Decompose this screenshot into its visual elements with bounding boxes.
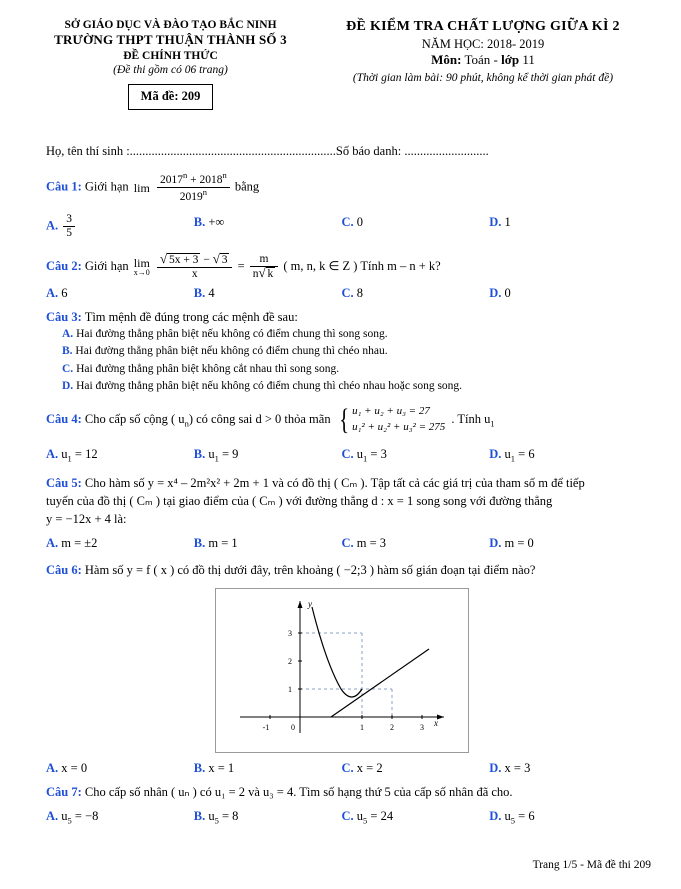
sqrt-1-radicand: 5x + 3 (168, 253, 199, 266)
system-eq-1: u₁ + u₂ + u₃ = 27 (352, 405, 430, 418)
sqrt-1 (160, 253, 201, 267)
subject-name: Toán - (464, 52, 498, 68)
option-4-c-key: C. (341, 447, 354, 462)
page-footer: Trang 1/5 - Mã đề thi 209 (532, 859, 651, 871)
question-2-condition: ( m, n, k ∈ Z ) (283, 258, 358, 273)
option-1-c[interactable] (342, 213, 490, 240)
question-6 (46, 561, 637, 776)
option-1-c-key: C. (341, 215, 354, 230)
question-2-rhs-fraction (250, 253, 279, 281)
question-4-part4-sub: 1 (490, 418, 495, 429)
x-tick-label-1: 1 (359, 722, 364, 732)
question-1 (46, 171, 637, 241)
option-4-a-key: A. (46, 447, 59, 462)
y-axis-arrow (297, 601, 302, 608)
system-eq-2: u₁² + u₂² + u₃² = 275 (352, 421, 446, 434)
option-2-a-key: A. (46, 285, 59, 300)
question-1-stem-suffix: bằng (234, 179, 260, 194)
option-2-c[interactable] (342, 284, 490, 302)
x-tick-label-0: 0 (290, 722, 295, 732)
option-5-d-text: m = 0 (504, 536, 534, 551)
question-4-stem (46, 404, 637, 436)
option-4-b[interactable] (194, 445, 342, 465)
limit-operator: lim (133, 180, 150, 195)
option-7-a-val: = −8 (74, 808, 99, 823)
option-1-a-fraction (63, 213, 75, 240)
question-2-tail: Tính m – n + k? (360, 258, 441, 273)
question-2-stem-prefix: Giới hạn (84, 258, 129, 273)
question-2-stem: Câu 2: Giới hạn lim x→0 √ $\frac{5x + 3 - √ 3}{x}$ = $\frac{m}{n √ k}$ ( m, n, k ∈ Z ) Tính m – n + k? (46, 253, 637, 281)
question-6-label: Câu 6: (46, 563, 82, 578)
question-7-stem-text: Cho cấp số nhân ( uₙ ) có u₁ = 2 và u₃ = 4. Tìm số hạng thứ 5 của cấp số nhân đã cho. (84, 784, 513, 799)
option-6-a-key: A. (46, 760, 59, 775)
option-7-b[interactable] (194, 807, 342, 827)
option-3-c-text: Hai đường thẳng phân biệt không cắt nhau thì song song. (76, 362, 340, 375)
question-2-denominator: x (191, 267, 198, 280)
document-header (0, 0, 681, 110)
option-7-a-var: u (61, 808, 68, 823)
rhs-num: m (250, 253, 279, 267)
option-2-c-key: C. (341, 285, 354, 300)
option-7-d-sub: 5 (510, 815, 516, 826)
option-7-b-val: = 8 (221, 808, 239, 823)
question-1-label: Câu 1: (46, 179, 82, 194)
option-2-d-key: D. (489, 285, 502, 300)
option-6-a[interactable] (46, 759, 194, 777)
question-5-stem (46, 474, 637, 492)
department-name: SỞ GIÁO DỤC VÀ ĐÀO TẠO BẮC NINH (64, 19, 277, 31)
option-1-d-key: D. (489, 215, 502, 230)
grade-label: lớp (501, 52, 520, 68)
option-7-a-key: A. (46, 808, 59, 823)
option-4-a-sub: 1 (67, 453, 72, 464)
question-4-label: Câu 4: (46, 412, 82, 427)
option-4-c-var: u (356, 447, 364, 462)
question-3 (46, 308, 637, 395)
option-6-b[interactable] (194, 759, 342, 777)
question-5-line-1: Cho hàm số y = x⁴ – 2m²x² + 2m + 1 và có đồ thị ( Cₘ ). Tập tất cả các giá trị của tham số m để tiếp (84, 475, 585, 490)
frac-num-a: 2017 (159, 173, 183, 186)
y-axis-label: y (307, 598, 312, 609)
question-4-part1: Cho cấp số cộng (84, 412, 168, 427)
option-1-b-text: +∞ (208, 215, 225, 230)
option-1-a[interactable] (46, 213, 194, 240)
question-5-line-2: tuyến của đồ thị ( Cₘ ) tại giao điểm của ( Cₘ ) với đường thẳng d : x = 1 song song với đường thẳng (46, 494, 553, 509)
option-1-d-text: 1 (504, 215, 511, 230)
question-1-stem-prefix: Giới hạn (84, 179, 129, 194)
duration-note: (Thời gian làm bài: 90 phút, không kể thời gian phát đề) (352, 72, 614, 85)
option-1-a-den: 5 (66, 227, 73, 240)
option-5-a-key: A. (46, 536, 59, 551)
option-7-a-sub: 5 (67, 815, 72, 826)
option-7-c-sub: 5 (363, 815, 368, 826)
option-2-a-text: 6 (61, 285, 68, 300)
question-7-stem (46, 783, 637, 801)
option-1-a-key: A. (46, 218, 59, 233)
option-4-c[interactable] (342, 445, 490, 465)
subject-prefix: Môn: (431, 52, 462, 68)
question-4-part4-text: . Tính u (451, 412, 491, 427)
line-branch (331, 649, 429, 717)
option-4-d-sub: 1 (510, 453, 516, 464)
option-5-d-key: D. (489, 536, 502, 551)
question-7-label: Câu 7: (46, 784, 82, 799)
option-6-d-text: x = 3 (504, 760, 531, 775)
x-tick-label-neg1: -1 (262, 722, 269, 732)
option-1-b[interactable] (194, 213, 342, 240)
question-7-options (46, 807, 637, 827)
system-brace: { (338, 403, 349, 437)
option-5-c-text: m = 3 (356, 536, 387, 551)
option-4-d[interactable] (489, 445, 637, 465)
option-4-d-key: D. (489, 447, 502, 462)
sqrt-3-radicand: k (267, 267, 274, 280)
option-3-d[interactable] (62, 378, 637, 395)
question-4-part4 (451, 412, 495, 429)
official-label: ĐỀ CHÍNH THỨC (123, 49, 218, 62)
option-6-c-text: x = 2 (356, 760, 383, 775)
page-count-note: (Đề thi gồm có 06 trang) (113, 64, 228, 76)
option-4-a-var: u (61, 447, 68, 462)
option-3-b-key: B. (62, 345, 73, 358)
frac-num-b: 2018 (199, 173, 223, 186)
option-1-b-key: B. (193, 215, 206, 230)
exam-title-block (313, 18, 653, 110)
limit-subscript-2: x→0 (133, 267, 150, 277)
option-6-c-key: C. (341, 760, 354, 775)
question-2-label: Câu 2: (46, 258, 82, 273)
question-4-part3: thỏa mãn (284, 412, 331, 427)
option-3-c-key: C. (62, 362, 74, 375)
frac-num-b-exp: n (222, 170, 227, 180)
option-7-d[interactable] (489, 807, 637, 827)
question-3-options (46, 326, 637, 395)
option-5-b-text: m = 1 (208, 536, 238, 551)
subject-line (313, 52, 653, 69)
option-5-a-text: m = ±2 (61, 536, 98, 551)
option-6-c[interactable] (342, 759, 490, 777)
option-3-b-text: Hai đường thẳng phân biệt nếu không có điểm chung thì chéo nhau. (75, 345, 388, 358)
option-6-b-text: x = 1 (208, 760, 235, 775)
question-4 (46, 404, 637, 465)
y-tick-label-1: 1 (287, 684, 292, 694)
option-2-a[interactable] (46, 284, 194, 302)
question-7 (46, 783, 637, 827)
option-3-d-key: D. (62, 379, 74, 392)
option-5-c[interactable] (342, 534, 490, 552)
option-1-c-text: 0 (356, 215, 364, 230)
option-2-c-text: 8 (356, 285, 364, 300)
option-5-a[interactable] (46, 534, 194, 552)
question-3-stem-text: Tìm mệnh đề đúng trong các mệnh đề sau: (84, 310, 298, 325)
option-7-d-val: = 6 (518, 808, 535, 823)
y-tick-label-2: 2 (287, 656, 292, 666)
option-4-b-key: B. (193, 447, 206, 462)
option-4-b-sub: 1 (214, 453, 219, 464)
option-5-b-key: B. (193, 536, 206, 551)
rhs-den (250, 267, 279, 281)
option-4-d-val: = 6 (518, 447, 535, 462)
seq-open: ( u (171, 412, 185, 427)
question-4-part2: có công sai (196, 412, 253, 427)
system-equations (352, 404, 445, 436)
question-2-fraction: √ $\frac{5x + 3 - √ 3}{x}$ (157, 253, 233, 281)
option-6-a-text: x = 0 (61, 760, 88, 775)
question-5-options (46, 534, 637, 552)
option-2-b-text: 4 (208, 285, 215, 300)
option-4-b-var: u (208, 447, 215, 462)
option-7-b-sub: 5 (214, 815, 219, 826)
x-axis-label: x (433, 717, 438, 728)
frac-den-exp: n (202, 187, 207, 198)
question-6-graph-wrap (46, 588, 637, 753)
option-7-b-key: B. (193, 808, 206, 823)
exam-code-box: Mã đề: 209 (128, 84, 214, 110)
option-1-a-num: 3 (63, 213, 75, 227)
option-4-b-val: = 9 (221, 447, 239, 462)
question-2 (46, 253, 637, 303)
question-4-system (337, 404, 446, 436)
seq-sub: n (184, 418, 189, 429)
option-3-d-text: Hai đường thẳng phân biệt nếu không có điểm chung thì chéo nhau hoặc song song. (76, 379, 463, 392)
seq-close: ) (188, 412, 193, 427)
option-4-c-sub: 1 (363, 453, 368, 464)
question-2-options (46, 284, 637, 302)
frac-num-a-exp: n (182, 170, 188, 180)
question-5 (46, 474, 637, 553)
question-6-stem (46, 561, 637, 579)
x-axis-arrow (437, 714, 444, 719)
option-5-b[interactable] (194, 534, 342, 552)
option-7-c-key: C. (341, 808, 354, 823)
option-7-d-key: D. (489, 808, 502, 823)
y-tick-label-3: 3 (287, 628, 292, 638)
question-1-options (46, 213, 637, 240)
option-3-a[interactable] (62, 326, 637, 343)
option-3-a-text: Hai đường thẳng phân biệt nếu không có điểm chung thì song song. (76, 328, 388, 341)
school-year: NĂM HỌC: 2018- 2019 (421, 37, 545, 52)
question-1-stem (46, 171, 637, 204)
candidate-info-line: Họ, tên thí sinh :..................................................................Số báo danh: ........................... (46, 144, 489, 158)
sqrt-3 (259, 267, 276, 281)
question-5-line-3: y = −12x + 4 là: (46, 512, 127, 527)
option-7-c-var: u (356, 808, 364, 823)
limit-operator-2: lim x→0 (133, 255, 150, 277)
option-7-c[interactable] (342, 807, 490, 827)
option-7-a[interactable] (46, 807, 194, 827)
exam-title: ĐỀ KIỂM TRA CHẤT LƯỢNG GIỮA KÌ 2 (346, 19, 620, 34)
option-4-c-val: = 3 (370, 447, 387, 462)
question-6-options (46, 759, 637, 777)
option-7-d-var: u (504, 808, 511, 823)
school-name: TRƯỜNG THPT THUẬN THÀNH SỐ 3 (54, 32, 287, 48)
option-7-c-val: = 24 (370, 808, 394, 823)
rhs-den-n: n (252, 267, 259, 280)
question-4-sequence (171, 412, 193, 429)
option-5-d[interactable] (489, 534, 637, 552)
option-6-d[interactable] (489, 759, 637, 777)
option-3-b[interactable] (62, 343, 637, 360)
question-5-label: Câu 5: (46, 475, 82, 490)
option-2-b-key: B. (193, 285, 206, 300)
option-3-a-key: A. (62, 328, 74, 341)
x-tick-label-2: 2 (389, 722, 394, 732)
x-tick-label-3: 3 (419, 722, 424, 732)
function-graph-svg (216, 589, 466, 750)
sqrt-2-radicand: 3 (221, 253, 228, 266)
option-2-d[interactable] (489, 284, 637, 302)
parabola-curve (312, 607, 362, 697)
question-1-fraction: $\frac{2017^n + 2018^n}{2019^n}$ (157, 171, 230, 204)
option-6-d-key: D. (489, 760, 502, 775)
option-3-c[interactable] (62, 361, 637, 378)
option-4-d-var: u (504, 447, 511, 462)
question-3-label: Câu 3: (46, 310, 82, 325)
option-5-c-key: C. (341, 536, 354, 551)
question-3-stem (46, 308, 637, 326)
option-4-a-val: = 12 (74, 447, 98, 462)
option-1-d[interactable] (489, 213, 637, 240)
sqrt-2 (213, 253, 230, 267)
function-graph (215, 588, 469, 753)
grade-number: 11 (522, 52, 535, 68)
question-4-d: d > 0 (255, 412, 282, 427)
option-2-b[interactable] (194, 284, 342, 302)
question-6-stem-text: Hàm số y = f ( x ) có đồ thị dưới đây, trên khoảng ( −2;3 ) hàm số gián đoạn tại điểm nào? (84, 563, 536, 578)
option-4-a[interactable] (46, 445, 194, 465)
school-header (28, 18, 313, 110)
frac-den: 2019 (179, 190, 203, 203)
option-2-d-text: 0 (504, 285, 511, 300)
question-4-options (46, 445, 637, 465)
option-6-b-key: B. (193, 760, 206, 775)
option-7-b-var: u (208, 808, 215, 823)
